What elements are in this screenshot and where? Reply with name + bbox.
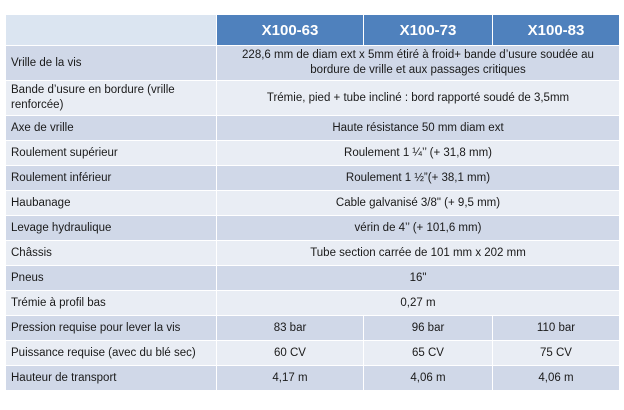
row-label: Trémie à profil bas (6, 291, 217, 316)
row-value: 0,27 m (217, 291, 620, 316)
row-label: Hauteur de transport (6, 366, 217, 391)
table-row (6, 291, 620, 316)
table-row (6, 46, 620, 81)
row-value-model-1: 60 CV (217, 341, 364, 366)
table-row (6, 191, 620, 216)
row-value: Cable galvanisé 3/8" (+ 9,5 mm) (217, 191, 620, 216)
table-row (6, 241, 620, 266)
row-value: 16" (217, 266, 620, 291)
row-value-model-2: 65 CV (364, 341, 493, 366)
row-value-model-3: 75 CV (493, 341, 620, 366)
row-label: Vrille de la vis (6, 46, 217, 81)
row-value: Haute résistance 50 mm diam ext (217, 116, 620, 141)
row-label: Haubanage (6, 191, 217, 216)
row-value: Trémie, pied + tube incliné : bord rapporté soudé de 3,5mm (217, 81, 620, 116)
row-value: Roulement 1 ¼’’ (+ 31,8 mm) (217, 141, 620, 166)
row-value-model-2: 96 bar (364, 316, 493, 341)
row-label: Roulement supérieur (6, 141, 217, 166)
table-row (6, 316, 620, 341)
header-corner (6, 15, 217, 46)
table-row (6, 141, 620, 166)
header-model-3: X100-83 (493, 15, 620, 46)
table-row (6, 166, 620, 191)
header-model-1: X100-63 (217, 15, 364, 46)
spec-table (5, 14, 620, 391)
table-row (6, 266, 620, 291)
table-row (6, 366, 620, 391)
table-row (6, 81, 620, 116)
row-value: 228,6 mm de diam ext x 5mm étiré à froid+ bande d’usure soudée au bordure de vrille et aux passages critiques (217, 46, 620, 81)
row-label: Axe de vrille (6, 116, 217, 141)
row-value-model-1: 83 bar (217, 316, 364, 341)
row-value-model-1: 4,17 m (217, 366, 364, 391)
row-value-model-3: 4,06 m (493, 366, 620, 391)
row-label: Châssis (6, 241, 217, 266)
table-row (6, 216, 620, 241)
header-row (6, 15, 620, 46)
row-label: Pneus (6, 266, 217, 291)
row-label: Puissance requise (avec du blé sec) (6, 341, 217, 366)
row-label: Levage hydraulique (6, 216, 217, 241)
header-model-2: X100-73 (364, 15, 493, 46)
table-row (6, 116, 620, 141)
row-label: Bande d’usure en bordure (vrille renforcée) (6, 81, 217, 116)
row-label: Pression requise pour lever la vis (6, 316, 217, 341)
spec-table-container (5, 14, 619, 391)
table-row (6, 341, 620, 366)
row-value-model-2: 4,06 m (364, 366, 493, 391)
row-value: Tube section carrée de 101 mm x 202 mm (217, 241, 620, 266)
row-label: Roulement inférieur (6, 166, 217, 191)
row-value-model-3: 110 bar (493, 316, 620, 341)
row-value: Roulement 1 ½”(+ 38,1 mm) (217, 166, 620, 191)
row-value: vérin de 4’’ (+ 101,6 mm) (217, 216, 620, 241)
